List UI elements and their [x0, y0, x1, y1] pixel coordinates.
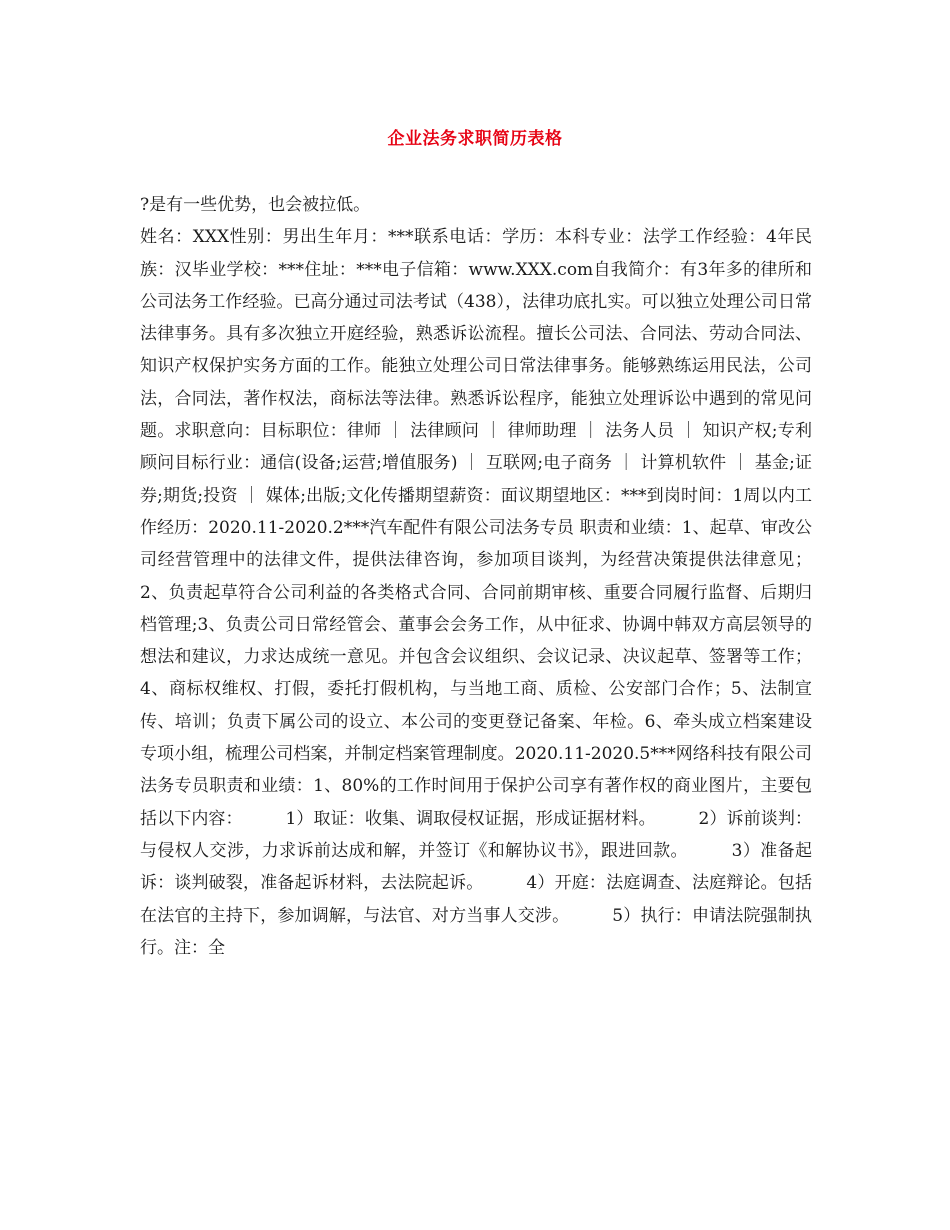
document-body: [140, 189, 812, 964]
intro-paragraph: ?是有一些优势，也会被拉低。: [140, 195, 371, 215]
resume-paragraph: 姓名：XXX性别：男出生年月：***联系电话：学历：本科专业：法学工作经验：4年民族：汉毕业学校：***住址：***电子信箱：www.XXX.com自我简介：有3年多的律所和公司法务工作经验。已高分通过司法考试（438），法律功底扎实。可以独立处理公司日常法律事务。具有多次独立开庭经验，熟悉诉讼流程。擅长公司法、合同法、劳动合同法、知识产权保护实务方面的工作。能独立处理公司日常法律事务。能够熟练运用民法，公司法，合同法，著作权法，商标法等法律。熟悉诉讼程序，能独立处理诉讼中遇到的常见问题。求职意向：目标职位：律师 ｜ 法律顾问 ｜ 律师助理 ｜ 法务人员 ｜ 知识产权;专利顾问目标行业：通信(设备;运营;增值服务) ｜ 互联网;电子商务 ｜ 计算机软件 ｜ 基金;证券;期货;投资 ｜ 媒体;出版;文化传播期望薪资：面议期望地区：***到岗时间：1周以内工作经历：2020.11-2020.2***汽车配件有限公司法务专员 职责和业绩：1、起草、审改公司经营管理中的法律文件，提供法律咨询，参加项目谈判，为经营决策提供法律意见；2、负责起草符合公司利益的各类格式合同、合同前期审核、重要合同履行监督、后期归档管理;3、负责公司日常经管会、董事会会务工作，从中征求、协调中韩双方高层领导的想法和建议，力求达成统一意见。并包含会议组织、会议记录、决议起草、签署等工作；4、商标权维权、打假，委托打假机构，与当地工商、质检、公安部门合作；5、法制宣传、培训；负责下属公司的设立、本公司的变更登记备案、年检。6、牵头成立档案建设专项小组，梳理公司档案，并制定档案管理制度。2020.11-2020.5***网络科技有限公司法务专员职责和业绩：1、80%的工作时间用于保护公司享有著作权的商业图片，主要包括以下内容： 1）取证：收集、调取侵权证据，形成证据材料。 2）诉前谈判：与侵权人交涉，力求诉前达成和解，并签订《和解协议书》，跟进回款。 3）准备起诉：谈判破裂，准备起诉材料，去法院起诉。 4）开庭：法庭调查、法庭辩论。包括在法官的主持下，参加调解，与法官、对方当事人交涉。 5）执行：申请法院强制执行。注：全: [140, 227, 812, 958]
document-title: 企业法务求职简历表格: [387, 129, 563, 149]
